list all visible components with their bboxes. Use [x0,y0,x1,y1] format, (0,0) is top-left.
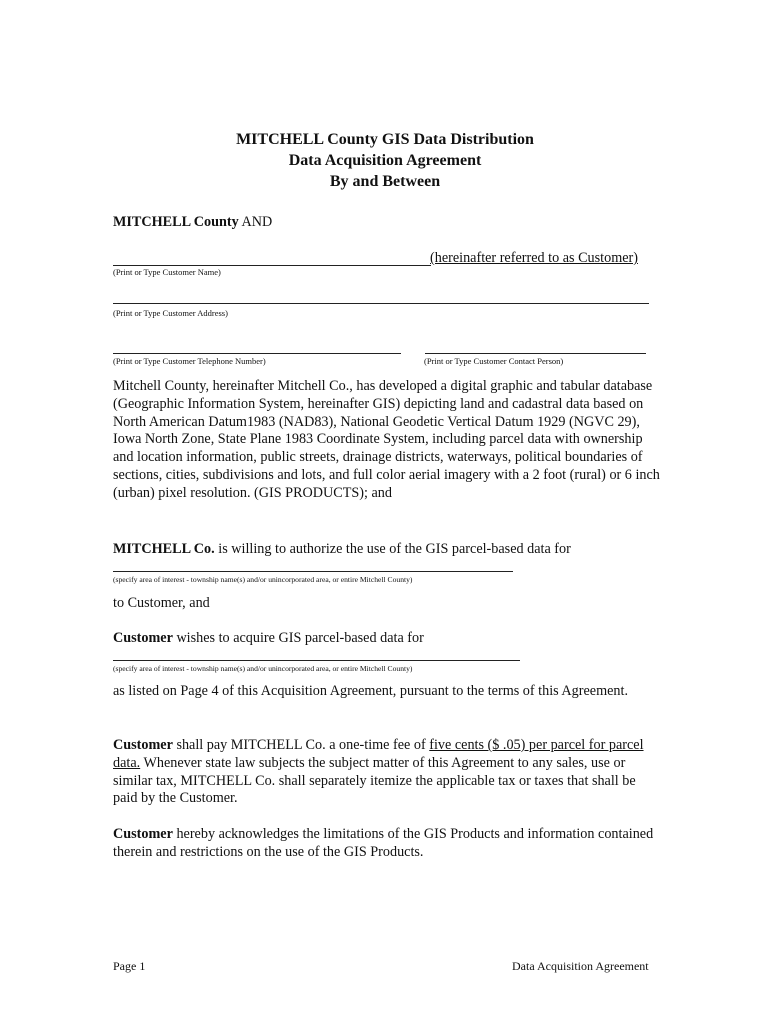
intro-paragraph: Mitchell County, hereinafter Mitchell Co., has developed a digital graphic and tabular database (Geographic Information System, hereinafter GIS) depicting land and cadastral data based on North American Datum1983 (NAD83), National Geodetic Vertical Datum 1929 (NGVC 29), Iowa North Zone, State Plane 1983 Coordinate System, including parcel data with ownership and location information, public streets, drainage districts, waterways, political boundaries of sections, cities, subdivisions and lots, and full color aerial imagery with a 2 foot (rural) or 6 inch (urban) pixel resolution. (GIS PRODUCTS); and [113,378,660,501]
fee-text-2: Whenever state law subjects the subject matter of this Agreement to any sales, use or similar tax, MITCHELL Co. shall separately itemize the applicable tax or taxes that shall be paid by the Customer. [113,754,636,807]
acknowledge-bold: Customer [113,826,173,842]
customer-contact-caption: (Print or Type Customer Contact Person) [424,356,564,366]
fee-underlined: five cents ($ .05) per parcel for parcel data. [113,737,644,771]
authorize-bold: MITCHELL Co. [113,541,215,557]
fee-bold: Customer [113,737,173,753]
authorize-line [113,540,571,558]
title-line-2: Data Acquisition Agreement [288,152,482,169]
acquire-text: wishes to acquire GIS parcel-based data for [172,630,424,646]
acquire-bold: Customer [113,630,173,646]
customer-contact-line[interactable] [425,353,646,354]
parties-line [113,213,272,231]
customer-phone-caption: (Print or Type Customer Telephone Number) [113,356,266,366]
area-caption-1: (specify area of interest - township name(s) and/or unincorporated area, or entire Mitchell County) [113,575,413,584]
acquire-area-line[interactable] [113,660,520,661]
acquire-line [113,629,424,647]
title-line-1: MITCHELL County GIS Data Distribution [236,131,534,148]
fee-paragraph [113,737,661,808]
fee-text-1: shall pay MITCHELL Co. a one-time fee of [172,737,430,753]
acknowledge-text: hereby acknowledges the limitations of the GIS Products and information contained therein and restrictions on the use of the GIS Products. [113,826,654,860]
customer-name-caption: (Print or Type Customer Name) [113,267,221,277]
footer-doc-name: Data Acquisition Agreement [512,959,649,973]
authorize-area-line[interactable] [113,571,513,572]
footer-page: Page 1 [113,959,146,973]
title-line-3: By and Between [329,173,441,190]
county-name: MITCHELL County [113,214,239,230]
customer-address-caption: (Print or Type Customer Address) [113,308,228,318]
customer-phone-line[interactable] [113,353,401,354]
customer-name-line[interactable] [113,265,431,266]
listed-paragraph: as listed on Page 4 of this Acquisition Agreement, pursuant to the terms of this Agreement. [113,683,629,699]
acknowledge-paragraph [113,826,661,862]
and-text: AND [241,214,273,230]
authorize-text: is willing to authorize the use of the GIS parcel-based data for [214,541,571,557]
area-caption-2: (specify area of interest - township name(s) and/or unincorporated area, or entire Mitchell County) [113,664,413,673]
customer-address-line[interactable] [113,303,649,304]
customer-ref: (hereinafter referred to as Customer) [430,250,638,266]
to-customer-text: to Customer, and [113,595,210,611]
